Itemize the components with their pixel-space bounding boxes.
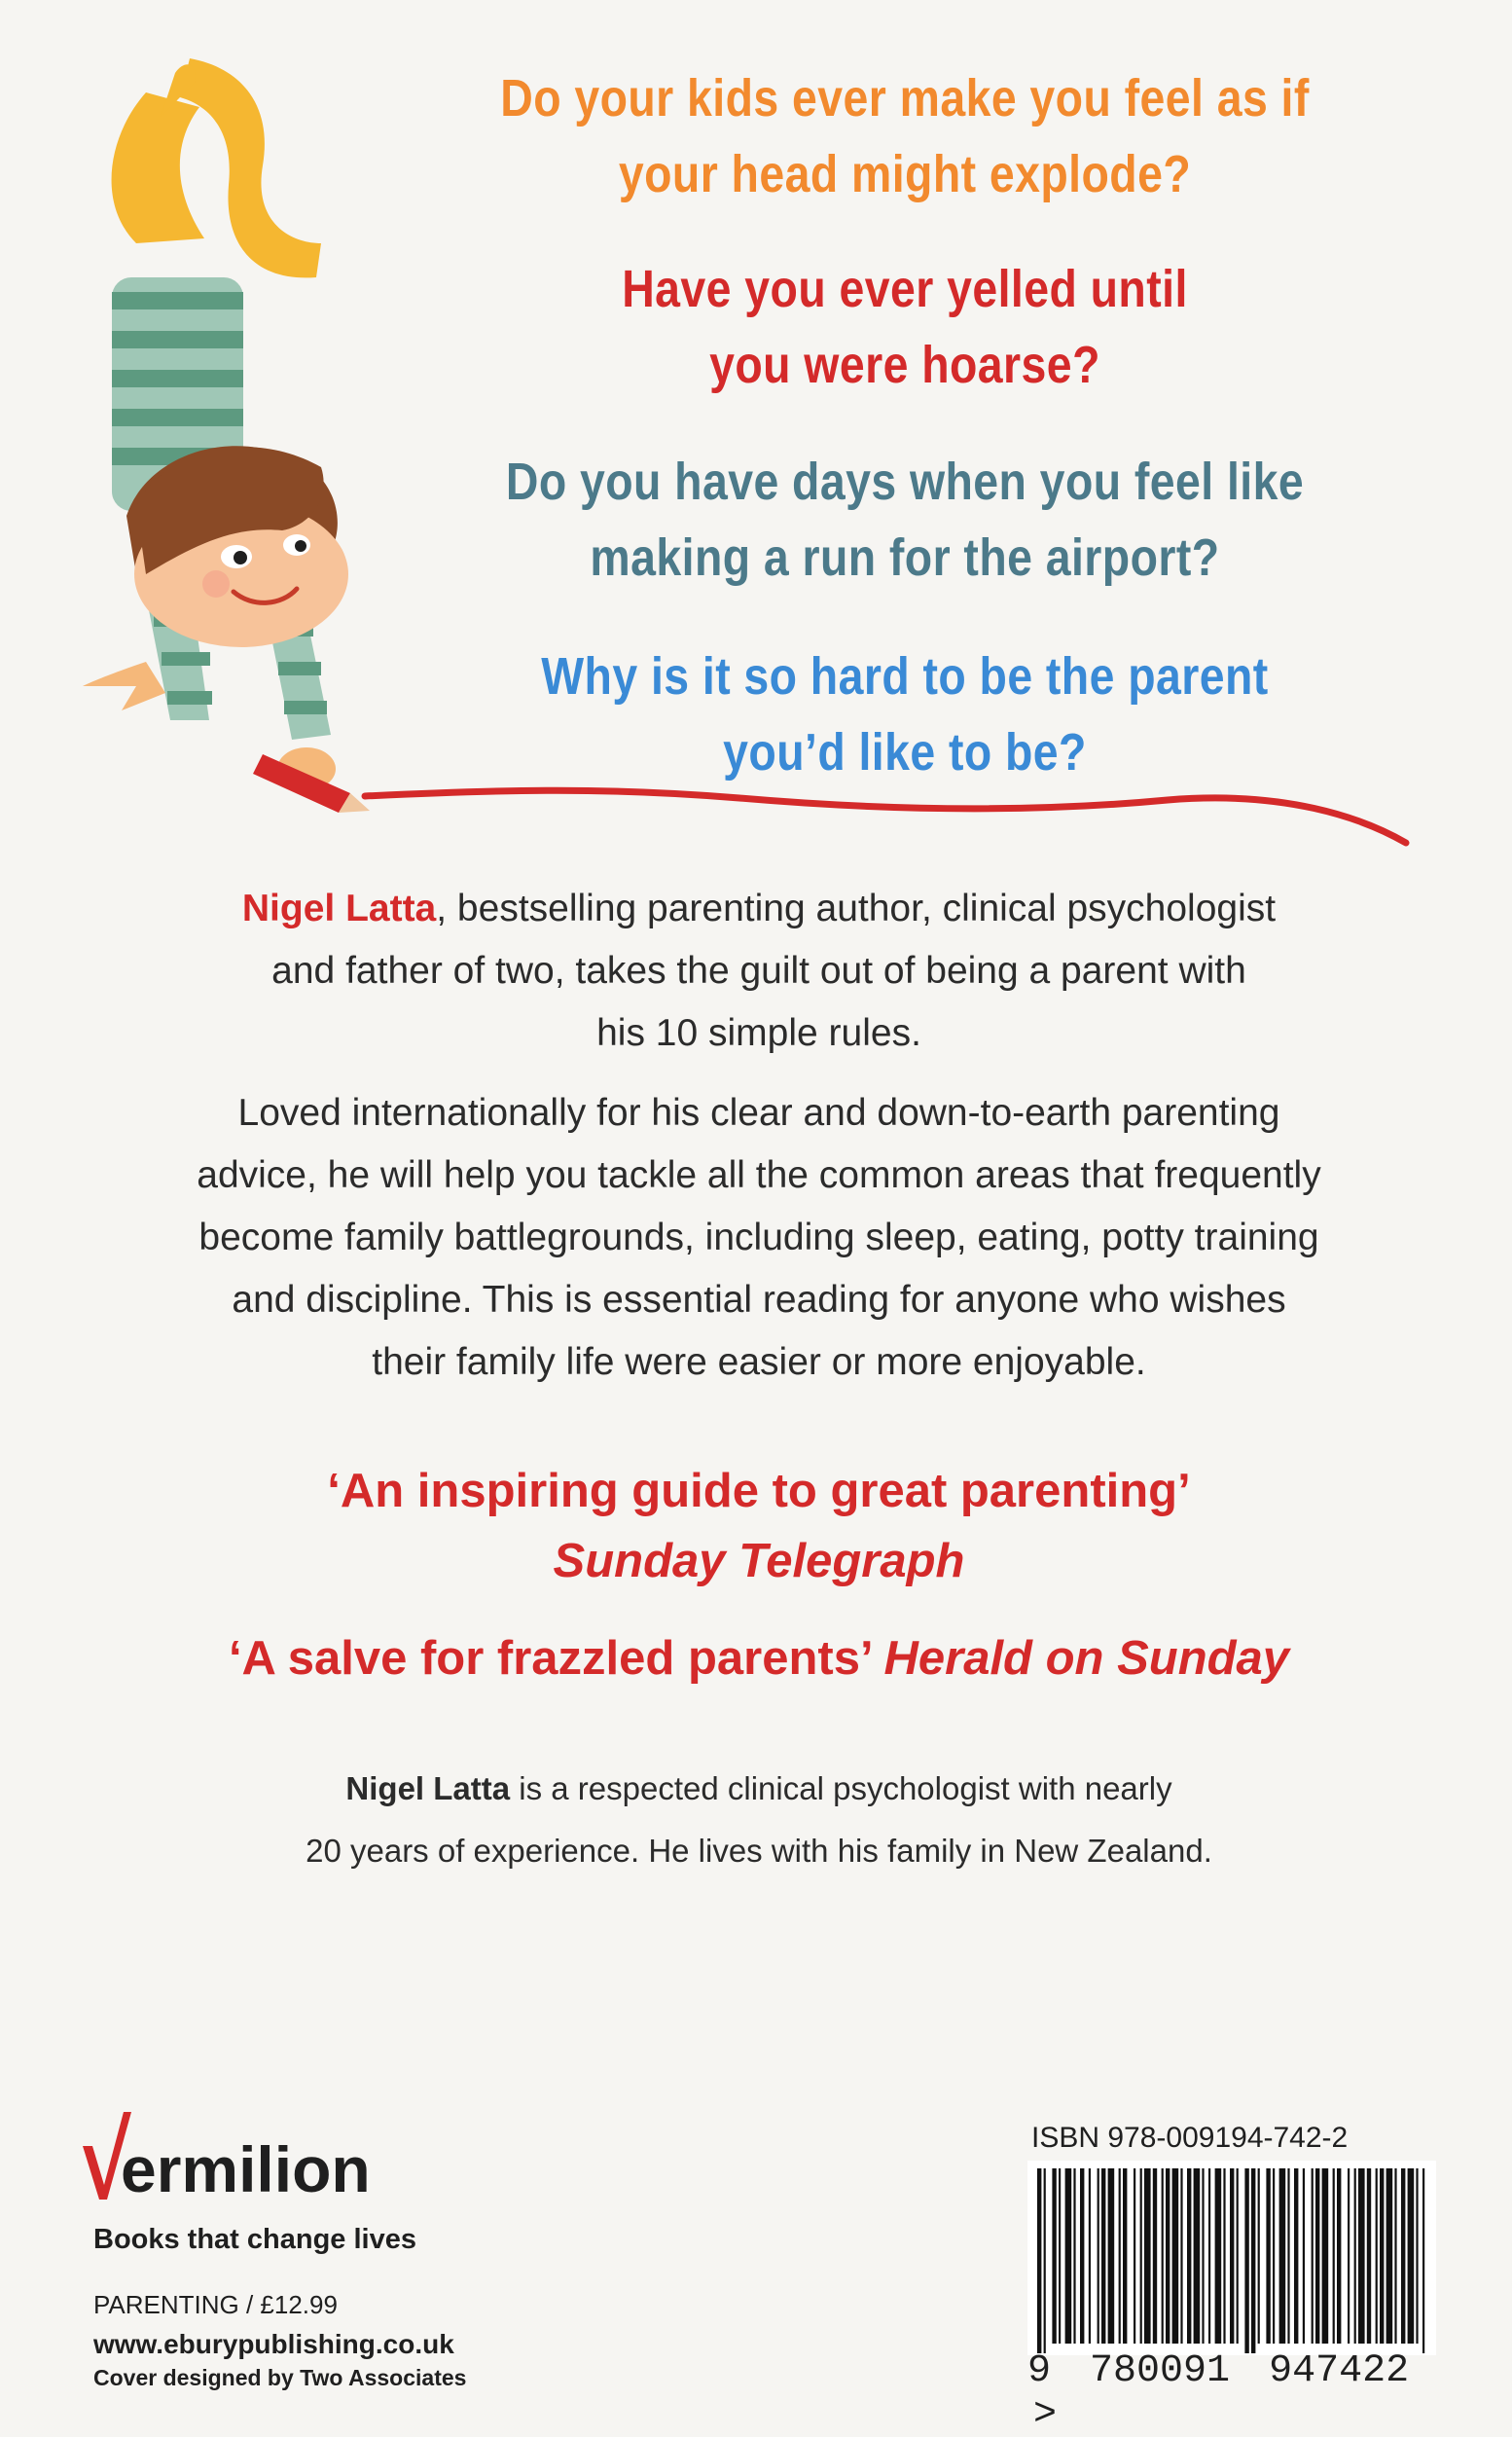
intro-line-3: his 10 simple rules. [596, 1012, 921, 1054]
question-1-line-1: Do your kids ever make you feel as if [500, 69, 1310, 127]
review-quote-1-source: Sunday Telegraph [553, 1535, 965, 1587]
barcode-digits [1027, 2349, 1436, 2437]
question-3-line-2: making a run for the airport? [590, 528, 1220, 587]
barcode-bar [1052, 2168, 1056, 2344]
barcode-bar [1044, 2168, 1046, 2353]
barcode-bar [1230, 2168, 1234, 2344]
barcode-bar [1244, 2168, 1248, 2353]
barcode-bar [1237, 2168, 1239, 2344]
question-1 [428, 60, 1382, 212]
barcode-bar [1098, 2168, 1099, 2344]
description-line-5: their family life were easier or more enjoyable. [372, 1341, 1146, 1383]
barcode-bar [1144, 2168, 1151, 2344]
review-quote-1-text: ‘An inspiring guide to great parenting’ [327, 1465, 1191, 1517]
barcode-bar [1416, 2168, 1418, 2344]
barcode-bar [1134, 2168, 1135, 2344]
about-line-1-rest: is a respected clinical psychologist with nearly [510, 1770, 1172, 1806]
barcode-bar [1386, 2168, 1393, 2344]
isbn-barcode-block [1027, 2122, 1436, 2437]
question-4-line-1: Why is it so hard to be the parent [541, 647, 1269, 706]
barcode-bar [1279, 2168, 1286, 2344]
category-price: PARENTING / £12.99 [93, 2290, 338, 2319]
barcode-bar [1273, 2168, 1275, 2344]
description-line-4: and discipline. This is essential reading for anyone who wishes [232, 1279, 1286, 1321]
question-3-line-1: Do you have days when you feel like [505, 453, 1305, 511]
barcode-group-1: 780091 [1090, 2349, 1231, 2393]
barcode-bar [1073, 2168, 1075, 2344]
barcode-bar [1367, 2168, 1371, 2344]
barcode-bar [1322, 2168, 1329, 2344]
publisher-website[interactable]: www.eburypublishing.co.uk [93, 2329, 454, 2359]
barcode-lead-digit: 9 [1027, 2349, 1052, 2393]
about-line-1 [175, 1758, 1343, 1820]
barcode-bar [1059, 2168, 1061, 2344]
description-paragraph [78, 1082, 1440, 1394]
barcode-bar [1422, 2168, 1424, 2353]
question-2-line-1: Have you ever yelled until [622, 260, 1188, 318]
barcode-bar [1208, 2168, 1210, 2344]
barcode [1027, 2161, 1436, 2355]
barcode-bar [1080, 2168, 1084, 2344]
about-line-2: 20 years of experience. He lives with his family in New Zealand. [306, 1833, 1212, 1869]
barcode-group-2: 947422 [1269, 2349, 1410, 2393]
barcode-bar [1119, 2168, 1121, 2344]
barcode-bar [1401, 2168, 1405, 2344]
author-name: Nigel Latta [241, 888, 437, 929]
barcode-bar [1215, 2168, 1222, 2344]
barcode-bar [1333, 2168, 1335, 2344]
barcode-bar [1101, 2168, 1105, 2344]
boy-left-hand [83, 662, 165, 710]
description-line-2: advice, he will help you tackle all the common areas that frequently [197, 1154, 1321, 1196]
question-4 [428, 638, 1382, 790]
description-line-3: become family battlegrounds, including sleep, eating, potty training [198, 1217, 1319, 1258]
red-wavy-line [365, 790, 1406, 843]
barcode-bar [1162, 2168, 1164, 2344]
review-quote-2-text: ‘A salve for frazzled parents’ [228, 1632, 871, 1685]
boy-legs [112, 58, 321, 277]
vermilion-wordmark: ermilion [121, 2133, 371, 2205]
intro-line-2: and father of two, takes the guilt out of being a parent with [271, 950, 1246, 992]
barcode-bar [1037, 2168, 1041, 2353]
intro-line-1-rest: , bestselling parenting author, clinical psychologist [436, 888, 1277, 929]
about-author-name: Nigel Latta [345, 1770, 511, 1806]
review-quote-2 [78, 1623, 1440, 1693]
description-line-1: Loved internationally for his clear and down-to-earth parenting [237, 1092, 1280, 1134]
barcode-bar [1153, 2168, 1157, 2344]
review-quote-2-source: Herald on Sunday [883, 1632, 1290, 1685]
barcode-bar [1123, 2168, 1127, 2344]
cover-credit: Cover designed by Two Associates [93, 2365, 467, 2390]
barcode-bar [1337, 2168, 1341, 2344]
barcode-bar [1294, 2168, 1298, 2344]
barcode-bar [1065, 2168, 1072, 2344]
isbn-number: ISBN 978-009194-742-2 [1031, 2122, 1349, 2154]
intro-paragraph [78, 878, 1440, 1065]
barcode-bar [1315, 2168, 1319, 2344]
barcode-bar [1251, 2168, 1255, 2353]
barcode-bar [1376, 2168, 1378, 2344]
review-quote-1 [78, 1456, 1440, 1596]
barcode-bar [1408, 2168, 1415, 2344]
barcode-bar [1348, 2168, 1350, 2344]
barcode-bar [1172, 2168, 1179, 2344]
question-3 [428, 444, 1382, 596]
question-4-line-2: you’d like to be? [723, 723, 1087, 782]
barcode-bar [1394, 2168, 1396, 2344]
about-author [175, 1758, 1343, 1882]
barcode-bar [1180, 2168, 1182, 2344]
question-2-line-2: you were hoarse? [709, 336, 1100, 394]
barcode-bar [1108, 2168, 1115, 2344]
barcode-bar [1258, 2168, 1260, 2344]
barcode-bar [1358, 2168, 1365, 2344]
intro-line-1 [78, 878, 1440, 940]
barcode-bar [1166, 2168, 1170, 2344]
barcode-bar [1140, 2168, 1142, 2344]
barcode-trail: > [1033, 2393, 1058, 2437]
barcode-bar [1194, 2168, 1201, 2344]
barcode-bar [1312, 2168, 1314, 2344]
question-2 [428, 251, 1382, 403]
barcode-bar [1287, 2168, 1289, 2344]
barcode-bar [1380, 2168, 1384, 2344]
barcode-bar [1266, 2168, 1270, 2344]
barcode-bar [1223, 2168, 1225, 2344]
barcode-bar [1187, 2168, 1191, 2344]
barcode-bar [1202, 2168, 1204, 2344]
boy-head [126, 446, 348, 647]
barcode-bar [1354, 2168, 1356, 2344]
barcode-bar [1089, 2168, 1091, 2344]
barcode-bar [1303, 2168, 1305, 2344]
question-1-line-2: your head might explode? [618, 145, 1192, 203]
publisher-tagline: Books that change lives [93, 2224, 416, 2255]
